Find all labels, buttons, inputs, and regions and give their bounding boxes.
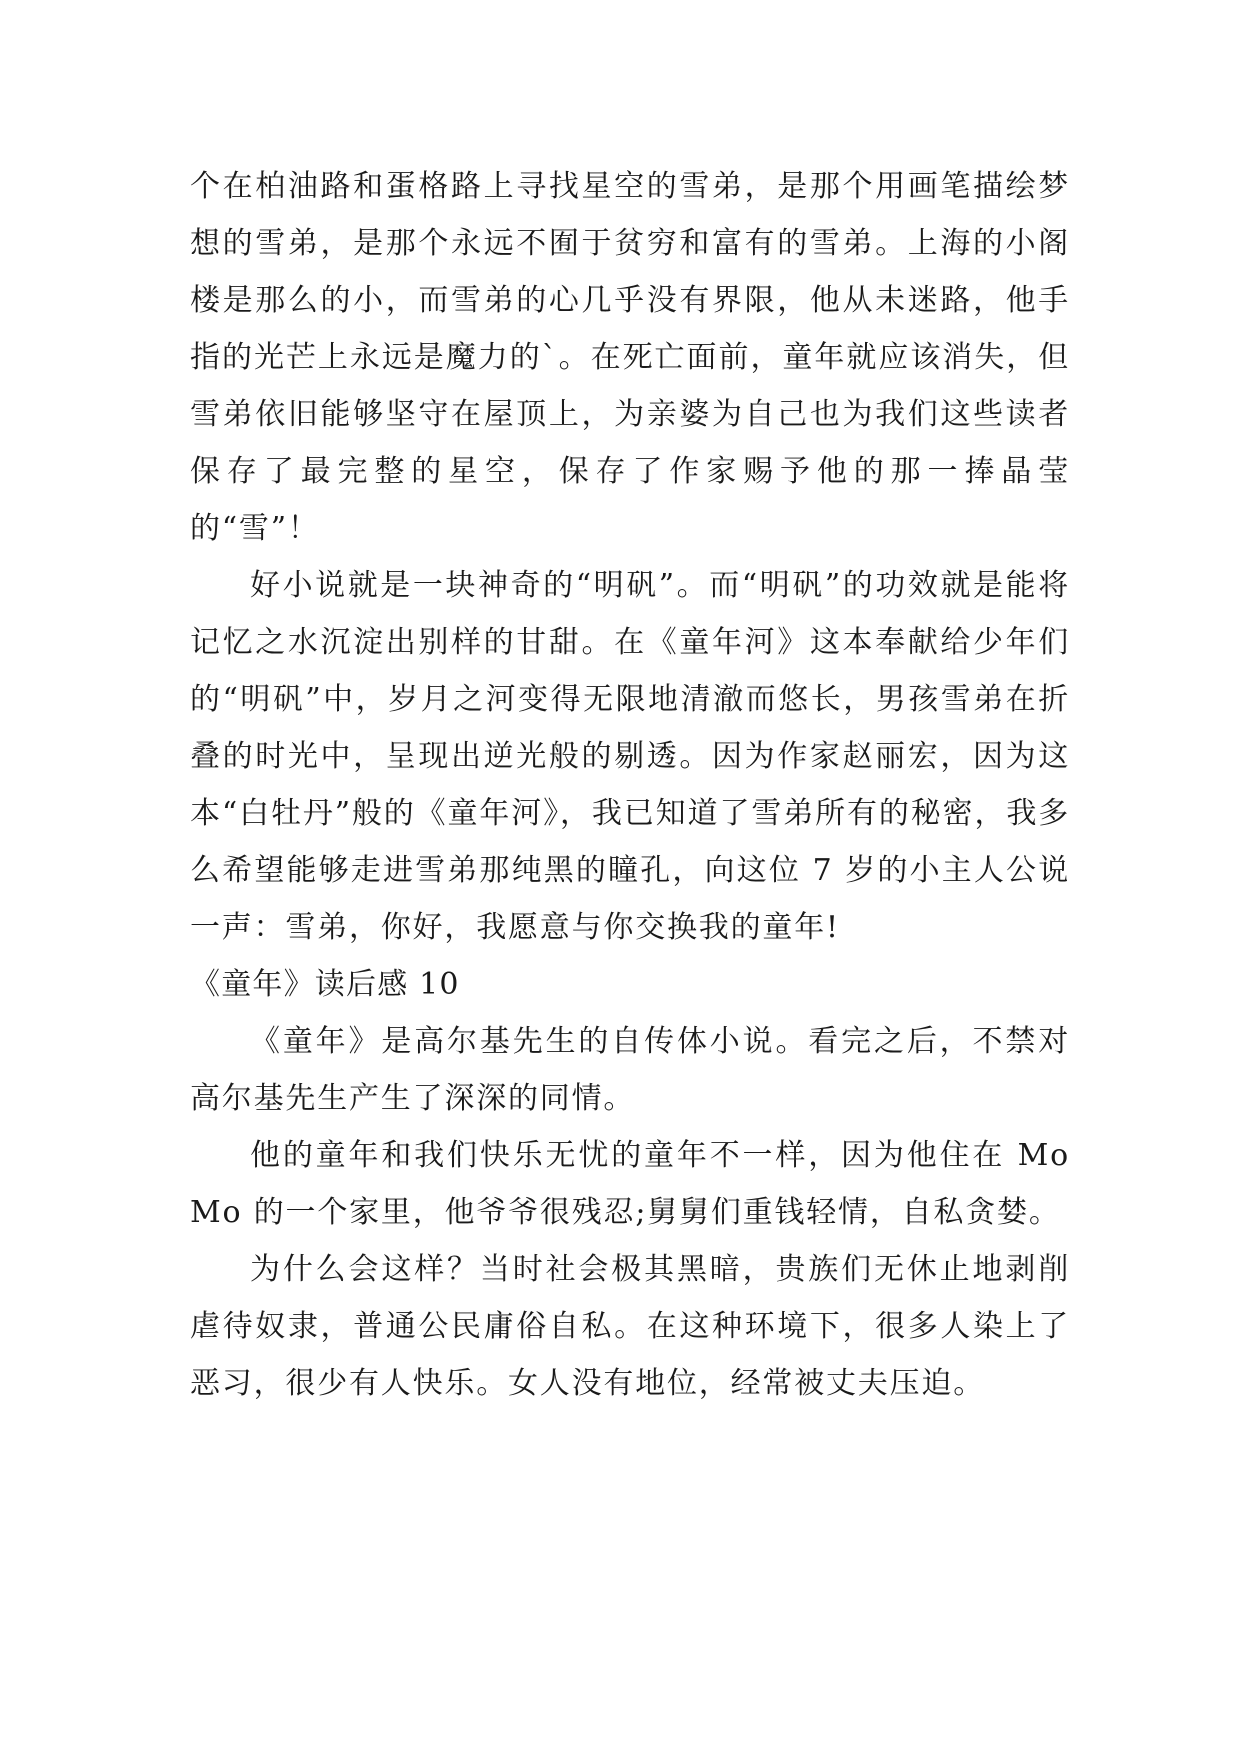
paragraph-childhood: 他的童年和我们快乐无忧的童年不一样，因为他住在 MoMo 的一个家里，他爷爷很残忍;舅舅们重钱轻情，自私贪婪。 (190, 1138, 1070, 1230)
paragraph-mingfan: 好小说就是一块神奇的“明矾”。而“明矾”的功效就是能将记忆之水沉淀出别样的甘甜。在《童年河》这本奉献给少年们的“明矾”中，岁月之河变得无限地清澈而悠长，男孩雪弟在折叠的时光中，呈现出逆光般的剔透。因为作家赵丽宏，因为这本“白牡丹”般的《童年河》，我已知道了雪弟所有的秘密，我多么希望能够走进雪弟那纯黑的瞳孔，向这位 7 岁的小主人公说一声：雪弟，你好，我愿意与你交换我的童年! (190, 568, 1070, 945)
paragraph-society: 为什么会这样？当时社会极其黑暗，贵族们无休止地剥削虐待奴隶，普通公民庸俗自私。在这种环境下，很多人染上了恶习，很少有人快乐。女人没有地位，经常被丈夫压迫。 (190, 1252, 1070, 1401)
paragraph-continuation: 个在柏油路和蛋格路上寻找星空的雪弟，是那个用画笔描绘梦想的雪弟，是那个永远不囿于贫穷和富有的雪弟。上海的小阁楼是那么的小，而雪弟的心几乎没有界限，他从未迷路，他手指的光芒上永远是魔力的`。在死亡面前，童年就应该消失，但雪弟依旧能够坚守在屋顶上，为亲婆为自己也为我们这些读者保存了最完整的星空，保存了作家赐予他的那一捧晶莹的“雪”！ (190, 169, 1070, 546)
paragraph-intro: 《童年》是高尔基先生的自传体小说。看完之后，不禁对高尔基先生产生了深深的同情。 (190, 1024, 1070, 1116)
section-heading: 《童年》读后感 10 (190, 967, 460, 1002)
document-body (190, 158, 1070, 1412)
